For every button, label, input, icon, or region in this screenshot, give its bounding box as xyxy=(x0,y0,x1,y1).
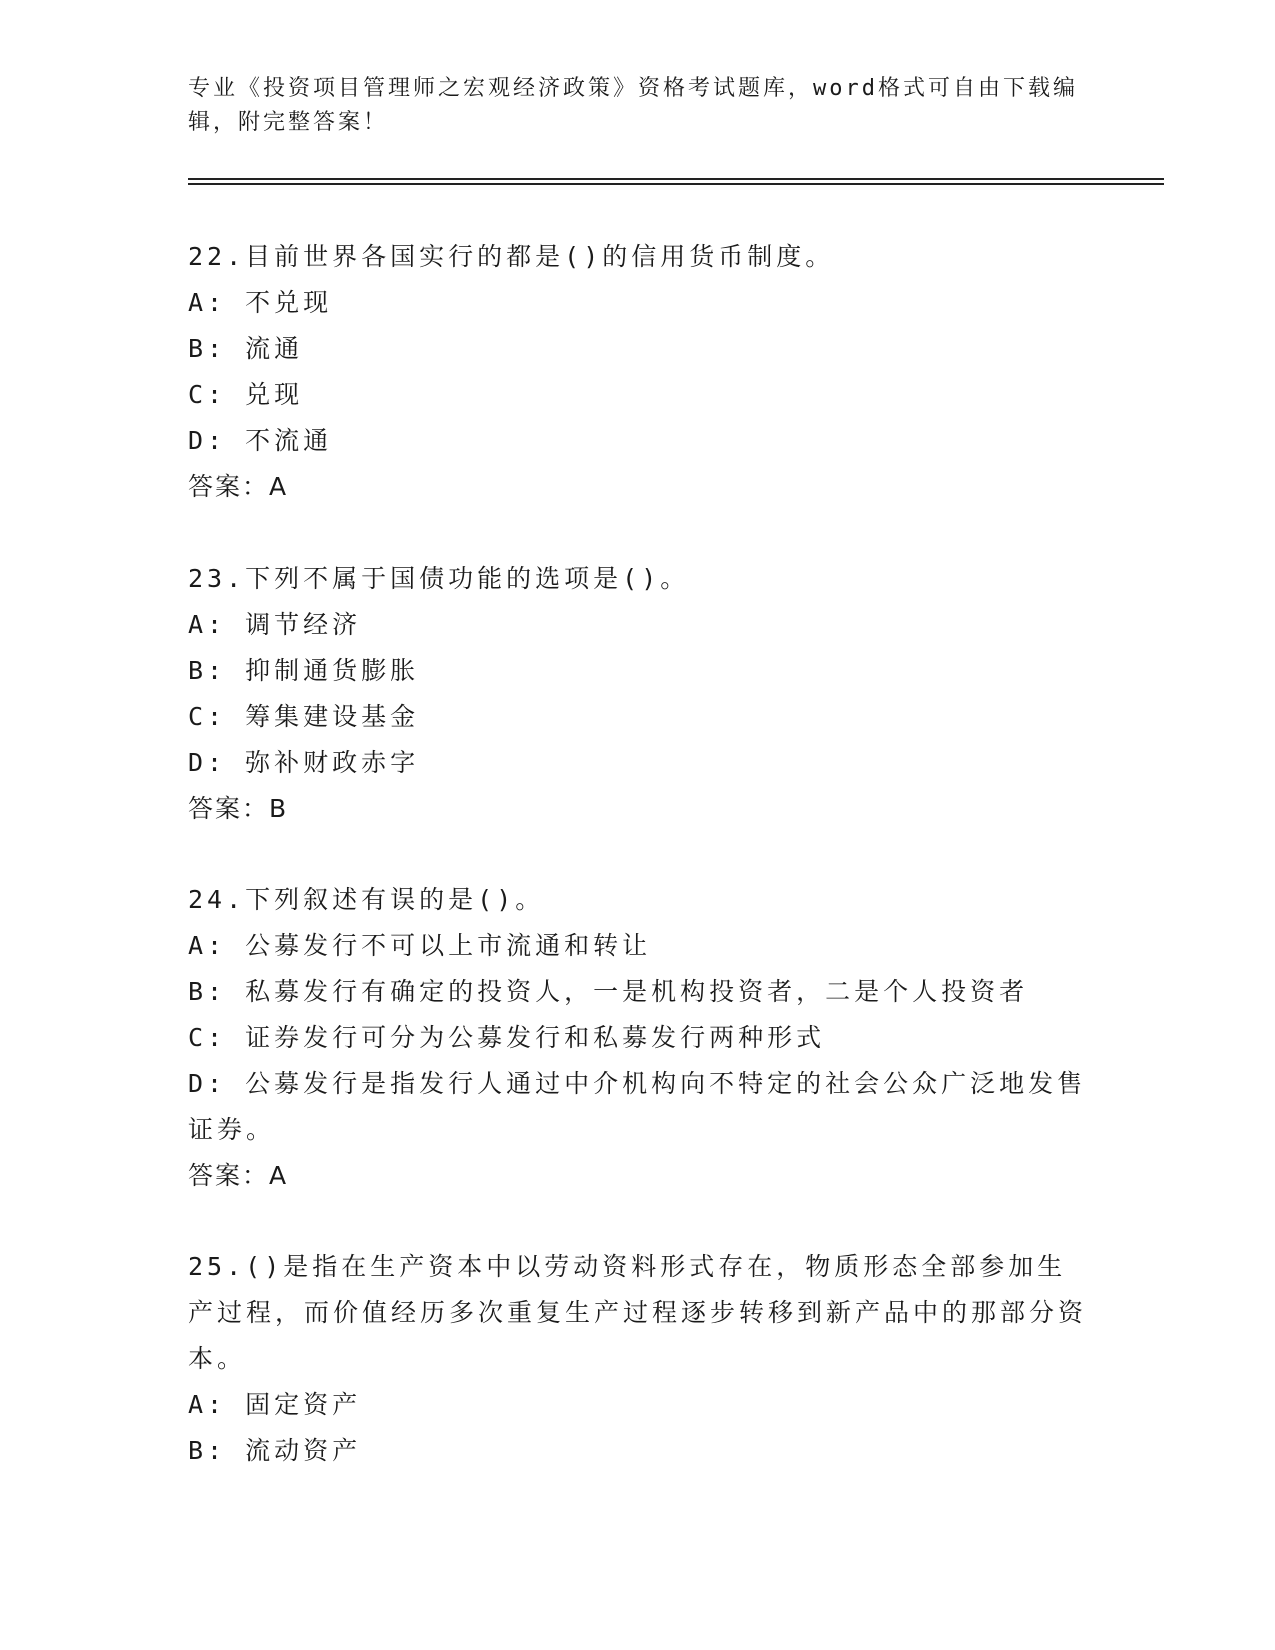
option-d: D: 公募发行是指发行人通过中介机构向不特定的社会公众广泛地发售证券。 xyxy=(188,1069,1087,1144)
question-25 xyxy=(188,1244,1088,1474)
option-a: A: 调节经济 xyxy=(188,610,362,639)
question-stem: 24.下列叙述有误的是()。 xyxy=(188,885,545,914)
option-d: D: 弥补财政赤字 xyxy=(188,748,420,777)
question-24 xyxy=(188,877,1088,1199)
header-text: 专业《投资项目管理师之宏观经济政策》资格考试题库，word格式可自由下载编辑，附完整答案！ xyxy=(188,76,1078,135)
answer: 答案：A xyxy=(188,472,289,501)
option-c: C: 筹集建设基金 xyxy=(188,702,420,731)
answer: 答案：A xyxy=(188,1161,289,1190)
header-divider-top xyxy=(188,178,1164,180)
question-stem: 23.下列不属于国债功能的选项是()。 xyxy=(188,564,690,593)
option-d: D: 不流通 xyxy=(188,426,333,455)
option-a: A: 公募发行不可以上市流通和转让 xyxy=(188,931,652,960)
question-22 xyxy=(188,234,1088,510)
option-b: B: 抑制通货膨胀 xyxy=(188,656,420,685)
document-header xyxy=(188,72,1078,140)
question-stem: 25.()是指在生产资本中以劳动资料形式存在，物质形态全部参加生产过程，而价值经历多次重复生产过程逐步转移到新产品中的那部分资本。 xyxy=(188,1252,1088,1373)
option-a: A: 固定资产 xyxy=(188,1390,362,1419)
header-divider-bottom xyxy=(188,183,1164,185)
option-b: B: 流通 xyxy=(188,334,304,363)
option-a: A: 不兑现 xyxy=(188,288,333,317)
question-23 xyxy=(188,556,1088,832)
option-c: C: 证券发行可分为公募发行和私募发行两种形式 xyxy=(188,1023,826,1052)
question-stem: 22.目前世界各国实行的都是()的信用货币制度。 xyxy=(188,242,835,271)
option-b: B: 私募发行有确定的投资人，一是机构投资者，二是个人投资者 xyxy=(188,977,1029,1006)
option-b: B: 流动资产 xyxy=(188,1436,362,1465)
answer: 答案：B xyxy=(188,794,289,823)
option-c: C: 兑现 xyxy=(188,380,304,409)
